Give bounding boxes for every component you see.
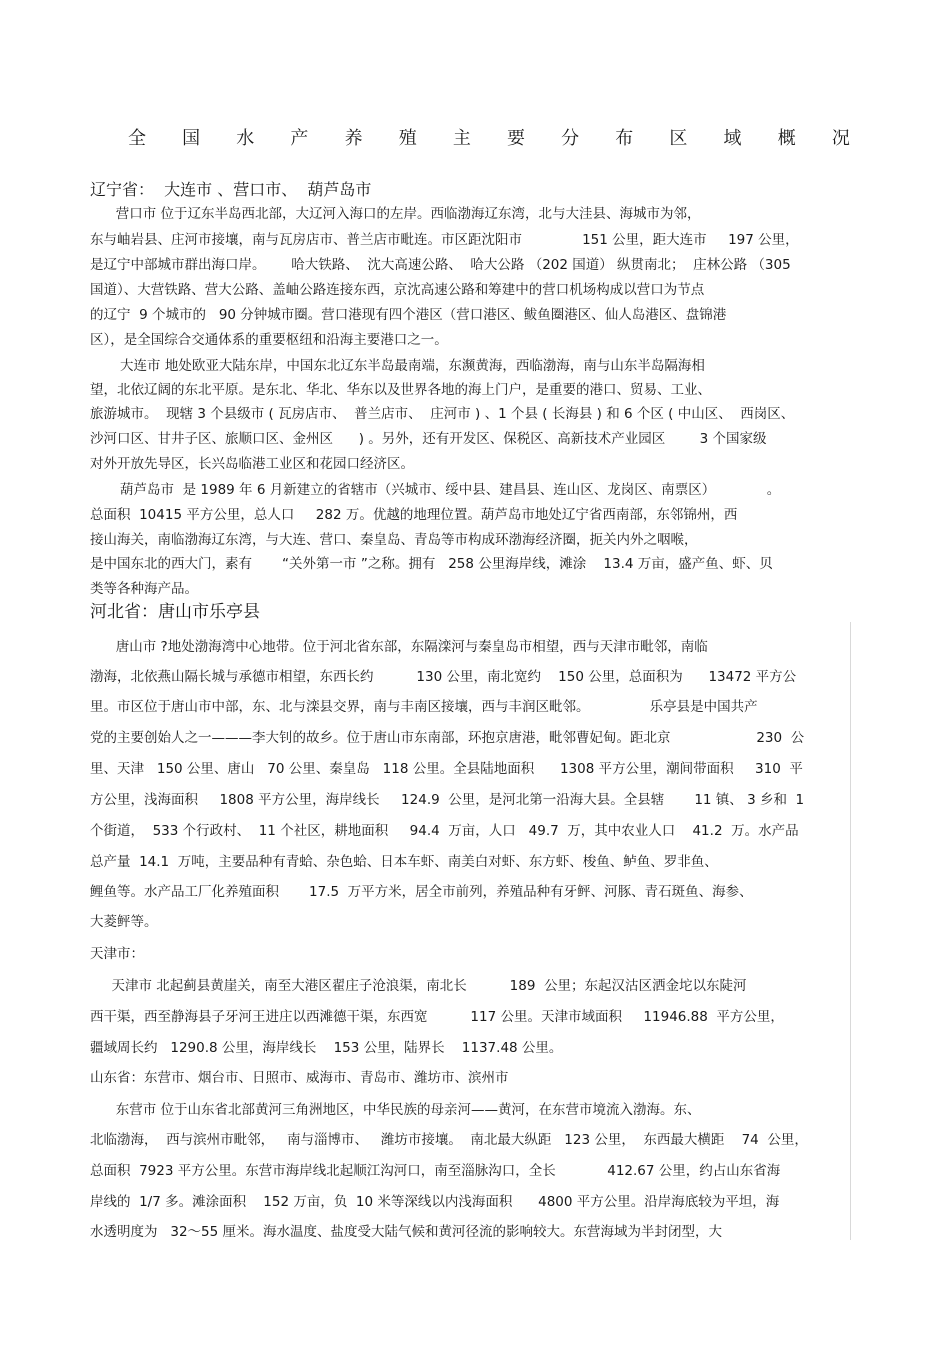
paragraph-line: 区），是全国综合交通体系的重要枢纽和沿海主要港口之一。 [90, 332, 448, 348]
title-char: 布 [615, 128, 634, 149]
section-heading-hebei: 河北省：唐山市乐亭县 [90, 602, 260, 622]
paragraph-line: 里、天津 150 公里、唐山 70 公里、秦皇岛 118 公里。全县陆地面积 1308 平方公里，潮间带面积 310 平 [90, 761, 803, 777]
paragraph-line: 岸线的 1/7 多。滩涂面积 152 万亩，负 10 米等深线以内浅海面积 4800 平方公里。沿岸海底较为平坦，海 [90, 1194, 780, 1210]
paragraph-line: 望，北依辽阔的东北平原。是东北、华北、华东以及世界各地的海上门户，是重要的港口、贸易、工业、 [90, 382, 711, 398]
title-char: 域 [723, 128, 742, 149]
paragraph-line: 的辽宁 9 个城市的 90 分钟城市圈。营口港现有四个港区（营口港区、鲅鱼圈港区、仙人岛港区、盘锦港 [90, 307, 727, 323]
paragraph-line: 东与岫岩县、庄河市接壤，南与瓦房店市、普兰店市毗连。市区距沈阳市 151 公里，距大连市 197 公里， [90, 232, 799, 248]
paragraph-line: 西干渠，西至静海县子牙河王进庄以西滩德干渠，东西宽 117 公里。天津市域面积 11946.88 平方公里， [90, 1009, 784, 1025]
paragraph-line: 接山海关，南临渤海辽东湾，与大连、营口、秦皇岛、青岛等市构成环渤海经济圈，扼关内外之咽喉， [90, 532, 698, 548]
paragraph-line: 旅游城市。 现辖 3 个县级市 ( 瓦房店市、 普兰店市、 庄河市 ) 、1 个县 ( 长海县 ) 和 6 个区 ( 中山区、 西岗区、 [90, 406, 795, 422]
paragraph-line: 党的主要创始人之一———李大钊的故乡。位于唐山市东南部，环抱京唐港，毗邻曹妃甸。距北京 230 公 [90, 730, 805, 746]
section-heading-shandong: 山东省：东营市、烟台市、日照市、威海市、青岛市、潍坊市、滨州市 [90, 1070, 509, 1086]
title-char: 区 [669, 128, 688, 149]
title-char: 分 [561, 128, 580, 149]
title-char: 全 [128, 128, 146, 149]
paragraph-line: 水透明度为 32～55 厘米。海水温度、盐度受大陆气候和黄河径流的影响较大。东营海域为半封闭型，大 [90, 1224, 723, 1240]
title-char: 殖 [398, 128, 417, 149]
title-char: 国 [182, 128, 201, 149]
paragraph-line: 总面积 10415 平方公里，总人口 282 万。优越的地理位置。葫芦岛市地处辽宁省西南部，东邻锦州，西 [90, 507, 738, 523]
paragraph-line: 鲤鱼等。水产品工厂化养殖面积 17.5 万平方米，居全市前列，养殖品种有牙鲆、河豚、青石斑鱼、海参、 [90, 884, 753, 900]
title-char: 产 [290, 128, 309, 149]
paragraph-line: 里。市区位于唐山市中部，东、北与滦县交界，南与丰南区接壤，西与丰润区毗邻。 乐亭县是中国共产 [90, 699, 758, 715]
paragraph-line: 大连市 地处欧亚大陆东岸，中国东北辽东半岛最南端，东濒黄海，西临渤海，南与山东半岛隔海相 [90, 358, 705, 374]
paragraph-line: 大菱鲆等。 [90, 914, 158, 930]
page-edge-rule [850, 622, 851, 1240]
paragraph-line: 国道）、大营铁路、营大公路、盖岫公路连接东西，京沈高速公路和筹建中的营口机场构成以营口为节点 [90, 282, 705, 298]
title-char: 养 [344, 128, 363, 149]
paragraph-line: 天津市 北起蓟县黄崖关，南至大港区翟庄子沧浪渠，南北长 189 公里；东起汉沽区洒金坨以东陡河 [90, 978, 747, 994]
title-char: 主 [452, 128, 471, 149]
paragraph-line: 方公里，浅海面积 1808 平方公里，海岸线长 124.9 公里，是河北第一沿海大县。全县辖 11 镇、 3 乡和 1 [90, 792, 805, 808]
title-char: 况 [831, 128, 850, 149]
paragraph-line: 渤海，北依燕山隔长城与承德市相望，东西长约 130 公里，南北宽约 150 公里，总面积为 13472 平方公 [90, 669, 797, 685]
paragraph-line: 北临渤海， 西与滨州市毗邻， 南与淄博市、 潍坊市接壤。 南北最大纵距 123 公里， 东西最大横距 74 公里， [90, 1132, 808, 1148]
paragraph-line: 个街道， 533 个行政村、 11 个社区，耕地面积 94.4 万亩，人口 49.7 万，其中农业人口 41.2 万。水产品 [90, 823, 799, 839]
paragraph-line: 对外开放先导区，长兴岛临港工业区和花园口经济区。 [90, 456, 414, 472]
paragraph-line: 唐山市 ?地处渤海湾中心地带。位于河北省东部，东隔滦河与秦皇岛市相望，西与天津市毗邻，南临 [90, 639, 708, 655]
paragraph-line: 疆域周长约 1290.8 公里，海岸线长 153 公里，陆界长 1137.48 公里。 [90, 1040, 563, 1056]
paragraph-line: 总产量 14.1 万吨，主要品种有青蛤、杂色蛤、日本车虾、南美白对虾、东方虾、梭鱼、鲈鱼、罗非鱼、 [90, 854, 718, 870]
title-char: 概 [777, 128, 796, 149]
paragraph-line: 是中国东北的西大门，素有 “关外第一市 ”之称。拥有 258 公里海岸线，滩涂 13.4 万亩，盛产鱼、虾、贝 [90, 556, 773, 572]
title-char: 水 [236, 128, 255, 149]
paragraph-line: 葫芦岛市 是 1989 年 6 月新建立的省辖市（兴城市、绥中县、建昌县、连山区、龙岗区、南票区） 。 [90, 482, 781, 498]
section-heading-liaoning: 辽宁省： 大连市 、营口市、 葫芦岛市 [90, 180, 372, 199]
paragraph-line: 营口市 位于辽东半岛西北部，大辽河入海口的左岸。西临渤海辽东湾，北与大洼县、海城市为邻， [90, 206, 701, 222]
title-char: 要 [506, 128, 525, 149]
document-title [128, 124, 850, 150]
paragraph-line: 东营市 位于山东省北部黄河三角洲地区，中华民族的母亲河——黄河，在东营市境流入渤海。东、 [90, 1102, 701, 1118]
section-heading-tianjin: 天津市： [90, 946, 144, 962]
paragraph-line: 沙河口区、甘井子区、旅顺口区、金州区 ) 。另外，还有开发区、保税区、高新技术产业园区 3 个国家级 [90, 431, 767, 447]
paragraph-line: 是辽宁中部城市群出海口岸。 哈大铁路、 沈大高速公路、 哈大公路 （202 国道） 纵贯南北； 庄林公路 （305 [90, 257, 791, 273]
paragraph-line: 类等各种海产品。 [90, 581, 198, 597]
paragraph-line: 总面积 7923 平方公里。东营市海岸线北起顺江沟河口，南至淄脉沟口，全长 412.67 公里，约占山东省海 [90, 1163, 781, 1179]
